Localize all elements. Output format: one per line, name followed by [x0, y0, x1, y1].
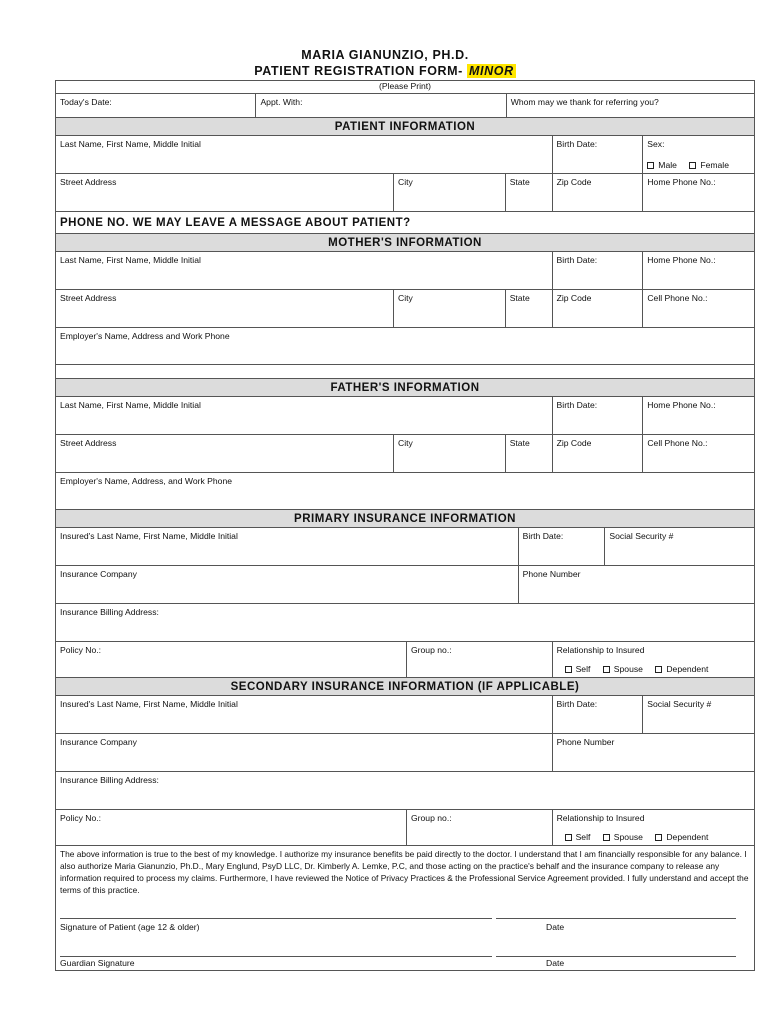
mother-name-field[interactable]: Last Name, First Name, Middle Initial: [60, 255, 201, 265]
secondary-self-option[interactable]: Self: [565, 832, 591, 842]
primary-policy-field[interactable]: Policy No.:: [60, 645, 102, 655]
father-info-heading: FATHER'S INFORMATION: [56, 378, 754, 396]
mother-birth-date-field[interactable]: Birth Date:: [552, 252, 643, 289]
signature-block: [56, 896, 754, 970]
secondary-relationship-field: Relationship to Insured Self Spouse Dependent: [552, 810, 754, 845]
patient-info-heading: PATIENT INFORMATION: [56, 117, 754, 135]
secondary-company-field[interactable]: Insurance Company: [60, 737, 137, 747]
patient-street-field[interactable]: Street Address: [60, 177, 117, 187]
guardian-signature-line[interactable]: [60, 956, 492, 957]
patient-name-field[interactable]: Last Name, First Name, Middle Initial: [60, 139, 201, 149]
secondary-birth-date-field[interactable]: Birth Date:: [552, 696, 643, 733]
todays-date-field[interactable]: Today's Date:: [60, 97, 112, 107]
primary-insurance-heading: PRIMARY INSURANCE INFORMATION: [56, 509, 754, 527]
appt-with-field[interactable]: Appt. With:: [255, 94, 505, 117]
primary-ssn-field[interactable]: Social Security #: [604, 528, 754, 565]
mother-street-field[interactable]: Street Address: [60, 293, 117, 303]
doctor-name: MARIA GIANUNZIO, PH.D.: [301, 48, 469, 62]
father-state-field[interactable]: State: [505, 435, 552, 472]
checkbox-icon: [647, 162, 654, 169]
secondary-spouse-option[interactable]: Spouse: [603, 832, 643, 842]
consent-text: The above information is true to the best of my knowledge. I authorize my insurance benefits be paid directly to the doctor. I understand that I am financially responsible for any balance. I also authorize Maria Gianunzio, Ph.D., Mary Englund, PsyD LLC, Dr. Kimberly A. Lemke, P.C, and those acting on the practice's behalf and the insurance company to release any information required to process my claims. Furthermore, I have reviewed the Notice of Privacy Practices & the Professional Service Agreement provided. I fully understand and accept the terms of this practice.: [56, 845, 754, 896]
primary-spouse-option[interactable]: Spouse: [603, 664, 643, 674]
form-title-highlight: MINOR: [469, 64, 514, 78]
guardian-signature-label: Guardian Signature: [60, 958, 135, 968]
checkbox-icon: [689, 162, 696, 169]
registration-form: [55, 80, 755, 971]
secondary-ssn-field[interactable]: Social Security #: [642, 696, 754, 733]
patient-date-line[interactable]: [496, 918, 736, 919]
father-birth-date-field[interactable]: Birth Date:: [552, 397, 643, 434]
guardian-date-line[interactable]: [496, 956, 736, 957]
patient-sex-field: Sex: Male Female: [642, 136, 754, 173]
checkbox-icon: [603, 834, 610, 841]
father-employer-field[interactable]: Employer's Name, Address, and Work Phone: [60, 476, 233, 486]
secondary-phone-field[interactable]: Phone Number: [552, 734, 754, 771]
secondary-insurance-heading: SECONDARY INSURANCE INFORMATION (IF APPLICABLE): [56, 677, 754, 695]
referral-field[interactable]: Whom may we thank for referring you?: [506, 94, 754, 117]
father-home-phone-field[interactable]: Home Phone No.:: [642, 397, 754, 434]
primary-self-option[interactable]: Self: [565, 664, 591, 674]
secondary-insured-name-field[interactable]: Insured's Last Name, First Name, Middle Initial: [60, 699, 238, 709]
patient-signature-line[interactable]: [60, 918, 492, 919]
checkbox-icon: [565, 666, 572, 673]
patient-zip-field[interactable]: Zip Code: [552, 174, 643, 211]
primary-phone-field[interactable]: Phone Number: [518, 566, 754, 603]
mother-home-phone-field[interactable]: Home Phone No.:: [642, 252, 754, 289]
mother-city-field[interactable]: City: [393, 290, 505, 327]
primary-insured-name-field[interactable]: Insured's Last Name, First Name, Middle Initial: [60, 531, 238, 541]
patient-birth-date-field[interactable]: Birth Date:: [552, 136, 643, 173]
form-title-text: PATIENT REGISTRATION FORM-: [254, 64, 463, 78]
mother-zip-field[interactable]: Zip Code: [552, 290, 643, 327]
primary-birth-date-field[interactable]: Birth Date:: [518, 528, 605, 565]
patient-signature-label: Signature of Patient (age 12 & older): [60, 922, 200, 932]
patient-state-field[interactable]: State: [505, 174, 552, 211]
secondary-dependent-option[interactable]: Dependent: [655, 832, 708, 842]
secondary-billing-field[interactable]: Insurance Billing Address:: [60, 775, 159, 785]
checkbox-icon: [655, 666, 662, 673]
secondary-group-field[interactable]: Group no.:: [406, 810, 552, 845]
primary-company-field[interactable]: Insurance Company: [60, 569, 137, 579]
patient-date-label: Date: [546, 922, 565, 932]
father-street-field[interactable]: Street Address: [60, 438, 117, 448]
message-phone-field[interactable]: PHONE NO. WE MAY LEAVE A MESSAGE ABOUT PATIENT?: [56, 211, 754, 233]
mother-employer-field[interactable]: Employer's Name, Address and Work Phone: [60, 331, 230, 341]
father-cell-phone-field[interactable]: Cell Phone No.:: [642, 435, 754, 472]
guardian-date-label: Date: [546, 958, 565, 968]
primary-billing-field[interactable]: Insurance Billing Address:: [60, 607, 159, 617]
father-city-field[interactable]: City: [393, 435, 505, 472]
father-zip-field[interactable]: Zip Code: [552, 435, 643, 472]
mother-state-field[interactable]: State: [505, 290, 552, 327]
checkbox-icon: [655, 834, 662, 841]
patient-home-phone-field[interactable]: Home Phone No.:: [642, 174, 754, 211]
primary-relationship-field: Relationship to Insured Self Spouse Dependent: [552, 642, 754, 677]
primary-group-field[interactable]: Group no.:: [406, 642, 552, 677]
checkbox-icon: [565, 834, 572, 841]
father-name-field[interactable]: Last Name, First Name, Middle Initial: [60, 400, 201, 410]
primary-dependent-option[interactable]: Dependent: [655, 664, 708, 674]
please-print: (Please Print): [378, 81, 432, 91]
mother-cell-phone-field[interactable]: Cell Phone No.:: [642, 290, 754, 327]
checkbox-icon: [603, 666, 610, 673]
female-option[interactable]: Female: [689, 160, 729, 170]
mother-info-heading: MOTHER'S INFORMATION: [56, 233, 754, 251]
spacer-row: [56, 364, 754, 378]
form-title: [0, 64, 770, 78]
patient-city-field[interactable]: City: [393, 174, 505, 211]
secondary-policy-field[interactable]: Policy No.:: [60, 813, 102, 823]
male-option[interactable]: Male: [647, 160, 677, 170]
